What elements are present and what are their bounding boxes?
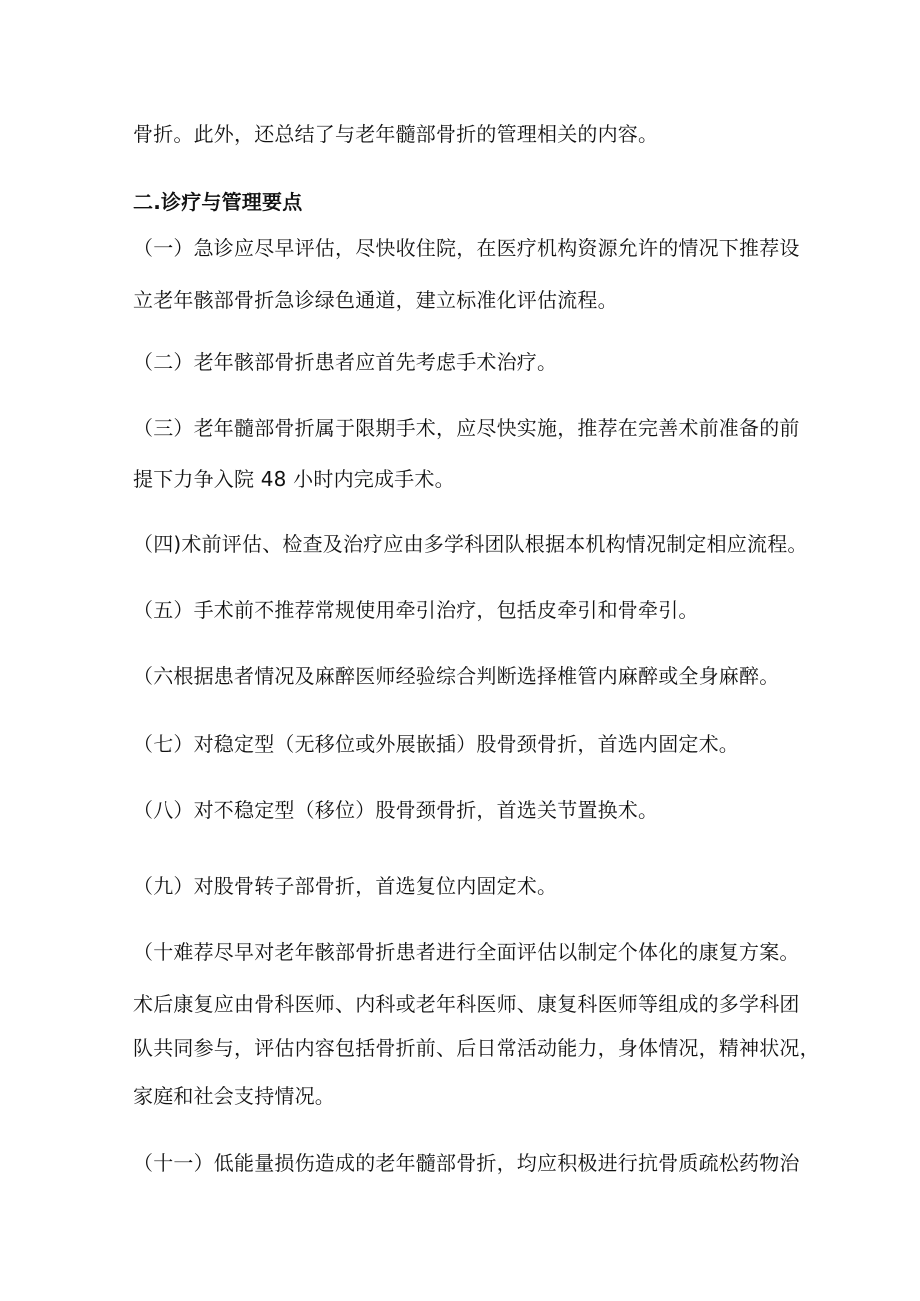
text-line-12: （八）对不稳定型（移位）股骨颈骨折，首选关节置换术。 [133, 798, 659, 822]
text-line-7: 提下力争入院 48 小时内完成手术。 [133, 467, 455, 491]
text-line-14: （十难荐尽早对老年骸部骨折患者进行全面评估以制定个体化的康复方案。 [133, 940, 800, 964]
text-line-9: （五）手术前不推荐常规使用牵引治疗，包括皮牵引和骨牵引。 [133, 598, 699, 622]
text-line-3: （一）急诊应尽早评估，尽快收住院，在医疗机构资源允许的情况下推荐设 [133, 236, 800, 260]
text-line-5: （二）老年骸部骨折患者应首先考虑手术治疗。 [133, 350, 558, 374]
text-line-8: （四)术前评估、检查及治疗应由多学科团队根据本机构情况制定相应流程。 [133, 532, 808, 556]
text-line-1: 骨折。此外，还总结了与老年髓部骨折的管理相关的内容。 [133, 122, 659, 146]
text-line-17: 家庭和社会支持情况。 [133, 1084, 335, 1108]
text-line-18: （十一）低能量损伤造成的老年髓部骨折，均应积极进行抗骨质疏松药物治 [133, 1151, 800, 1175]
text-line-15: 术后康复应由骨科医师、内科或老年科医师、康复科医师等组成的多学科团 [133, 992, 800, 1016]
text-line-11: （七）对稳定型（无移位或外展嵌插）股骨颈骨折，首选内固定术。 [133, 732, 739, 756]
text-line-16: 队共同参与，评估内容包括骨折前、后日常活动能力，身体情况，精神状况， [133, 1036, 820, 1060]
section-heading: 二.诊疗与管理要点 [133, 190, 303, 214]
text-line-13: （九）对股骨转子部骨折，首选复位内固定术。 [133, 874, 558, 898]
text-line-10: （六根据患者情况及麻醉医师经验综合判断选择椎管内麻醉或全身麻醉。 [133, 664, 780, 688]
text-line-6: （三）老年髓部骨折属于限期手术，应尽快实施，推荐在完善术前准备的前 [133, 416, 800, 440]
text-line-4: 立老年骸部骨折急诊绿色通道，建立标准化评估流程。 [133, 288, 618, 312]
